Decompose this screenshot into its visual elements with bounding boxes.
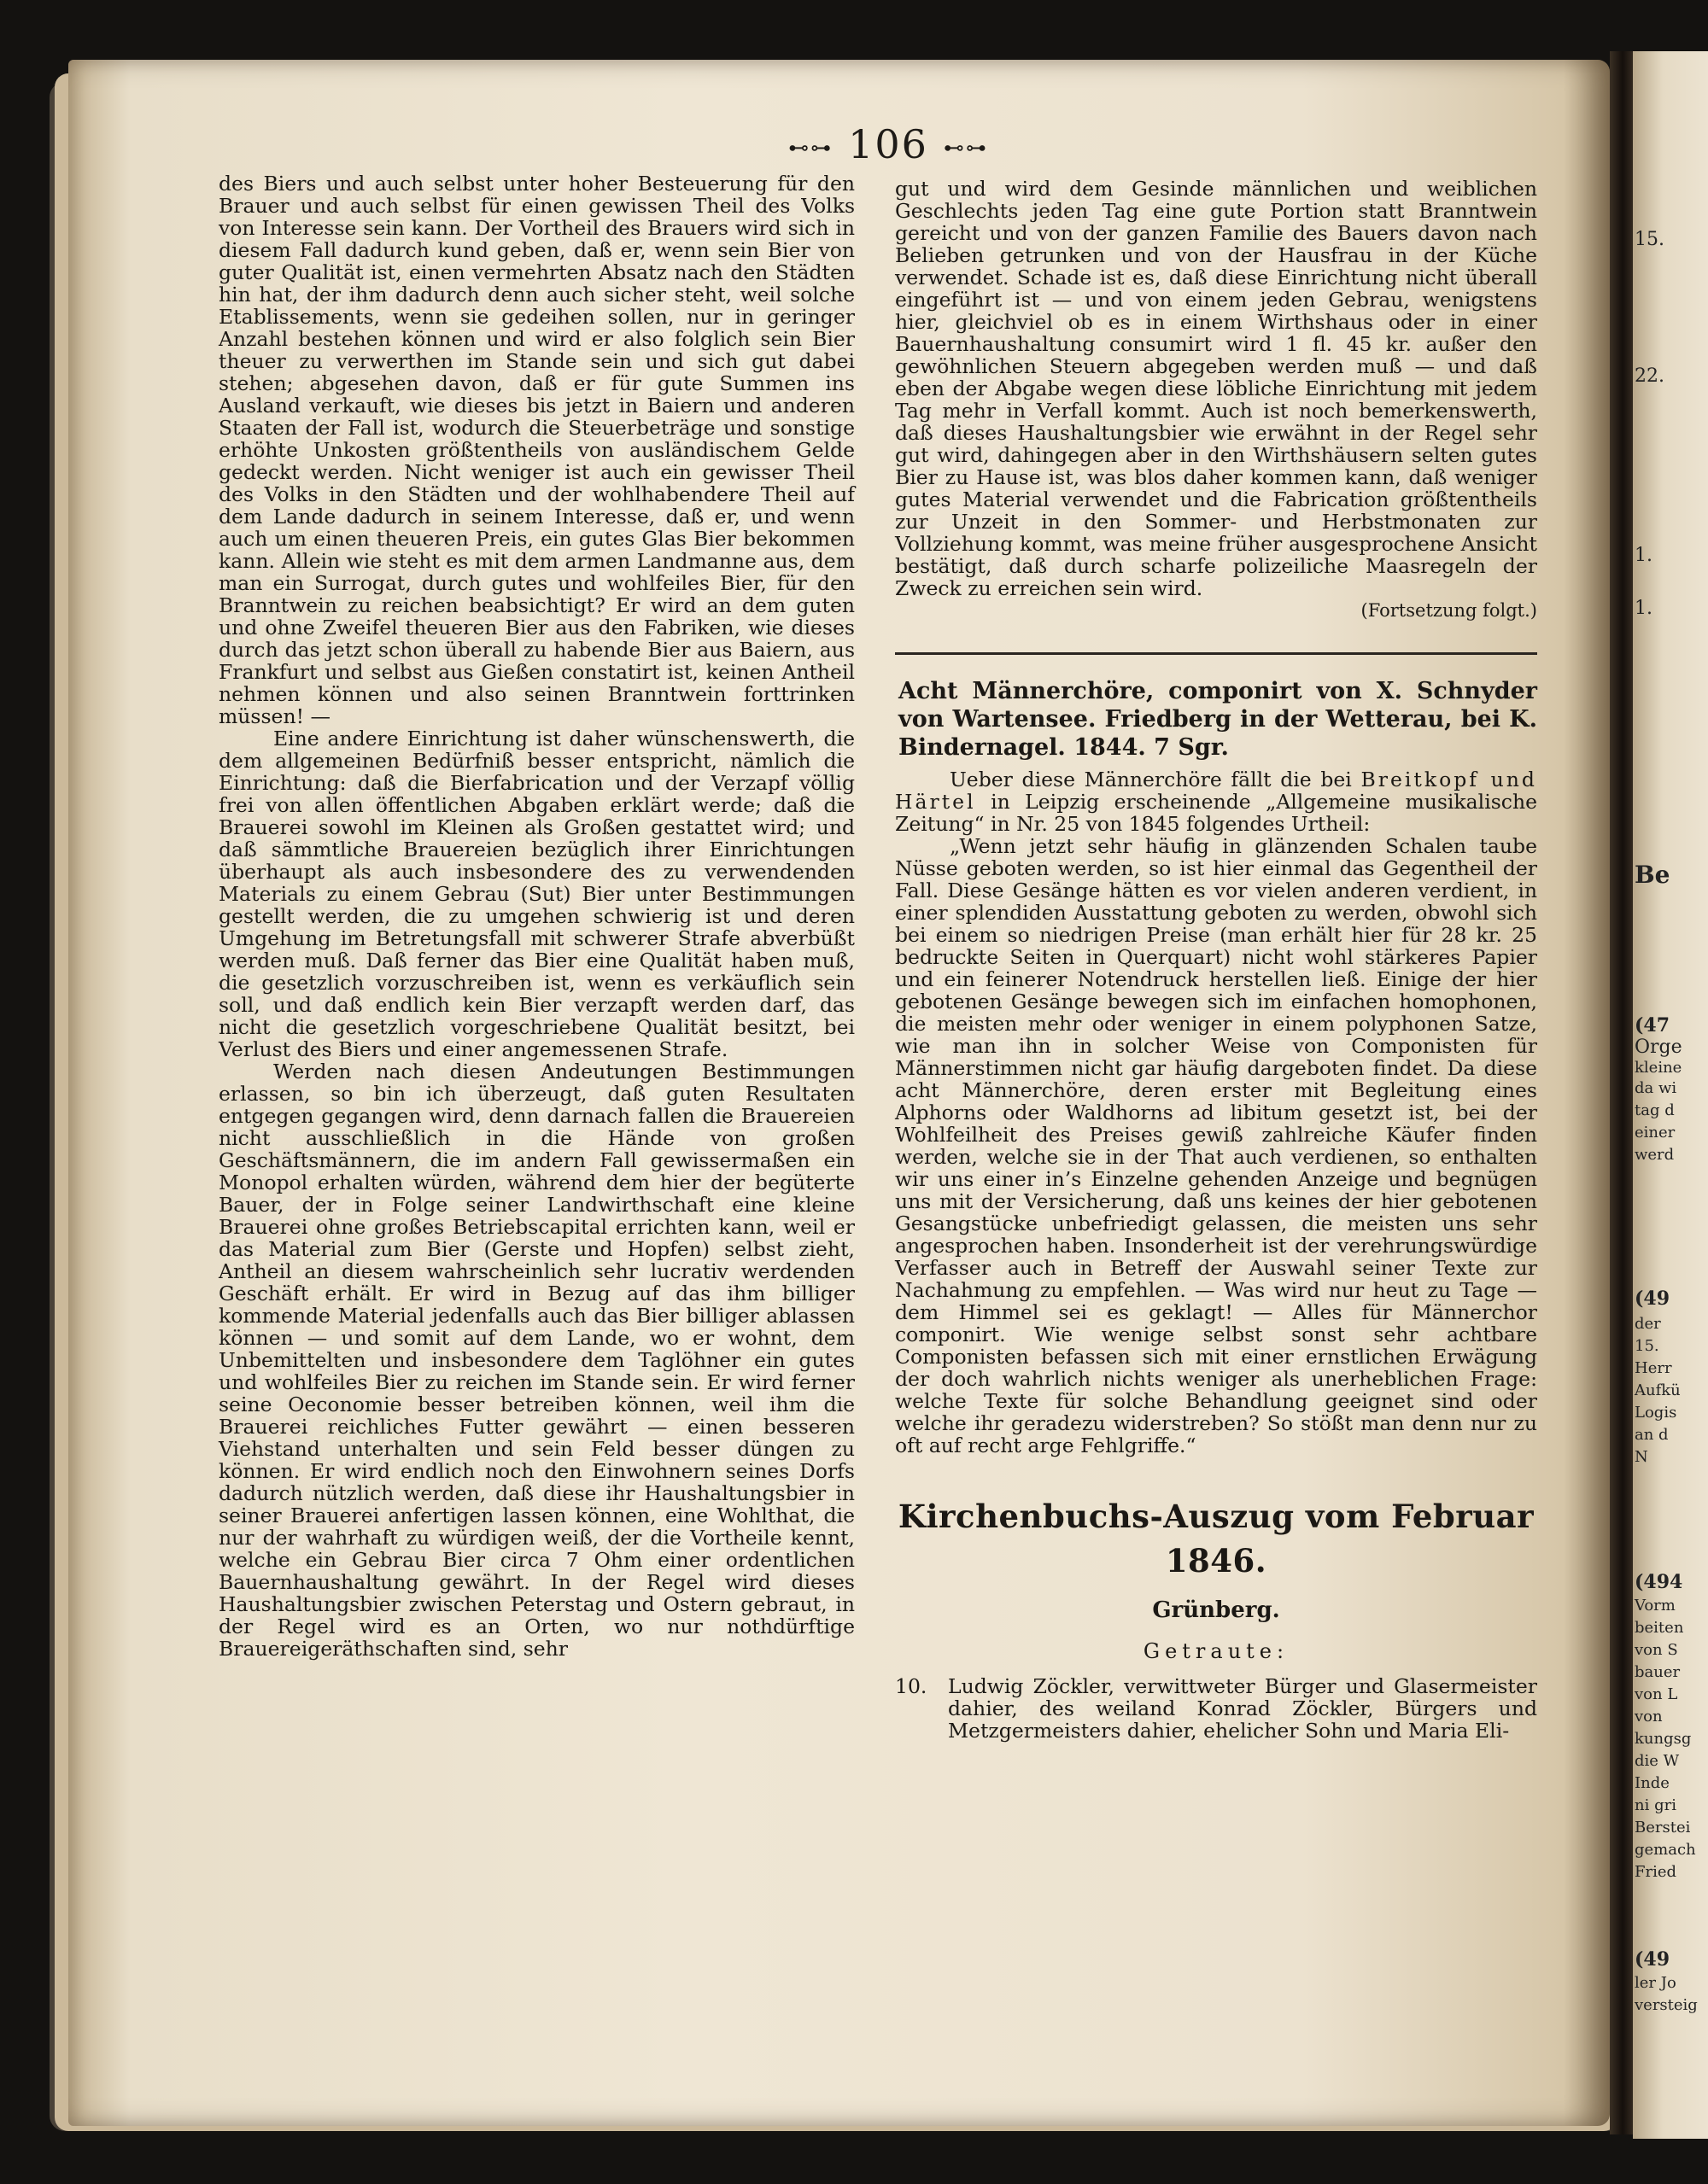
facing-fragment: Be (1635, 861, 1670, 889)
facing-fragment: von (1635, 1708, 1663, 1726)
left-paragraph-2: Eine andere Einrichtung ist daher wünschenswerth, die dem allgemeinen Bedürfniß besser entspricht, nämlich die Einrichtung: daß die Bierfabrication und der Verzapf völlig frei von allen öffentlichen Abgaben erklärt werde; daß die Brauerei sowohl im Kleinen als Großen gestattet wird; und daß sämmtliche Brauereien bezüglich ihrer Einrichtungen überhaupt als auch insbesondere des zu verwendenden Materials zu einem Gebrau (Sut) Bier unter Bestimmungen gestellt werden, die zu umgehen schwierig ist und deren Umgehung im Betretungsfall mit schwerer Strafe abverbüßt werden muß. Daß ferner das Bier eine Qualität haben muß, die gesetzlich vorzuschreiben ist, wenn es verkäuflich sein soll, und daß endlich kein Bier verzapft werden darf, das nicht die gesetzlich vorgeschriebene Qualität besitzt, bei Verlust des Biers und einer angemessenen Strafe. (219, 727, 855, 1061)
subsection-heading: Getraute: (1143, 1639, 1290, 1663)
facing-fragment: Inde (1635, 1774, 1670, 1792)
facing-fragment: bauer (1635, 1663, 1681, 1681)
facing-fragment: 1. (1635, 598, 1652, 619)
facing-page-fragment (1633, 51, 1708, 2139)
place-heading: Grünberg. (1152, 1597, 1280, 1623)
list-item (895, 1675, 1537, 1742)
facing-fragment: Logis (1635, 1404, 1677, 1422)
facing-fragment: 15. (1635, 1337, 1659, 1355)
section-title: Kirchenbuchs-Auszug vom Februar 1846. (898, 1498, 1535, 1580)
ornament-left-icon: ⊷⊶ (788, 136, 834, 160)
facing-fragment: von L (1635, 1685, 1678, 1703)
facing-fragment: kleine (1635, 1059, 1682, 1077)
section-divider (895, 652, 1537, 655)
facing-fragment: (49 (1635, 1288, 1670, 1310)
right-column (895, 178, 1537, 1742)
facing-fragment: werd (1635, 1146, 1675, 1164)
facing-fragment: beiten (1635, 1619, 1684, 1637)
facing-fragment: gemach (1635, 1841, 1696, 1859)
review-title: Acht Männerchöre, componirt von X. Schnyder von Wartensee. Friedberg in der Wetterau, bei K. Bindernagel. 1844. 7 Sgr. (898, 678, 1537, 761)
facing-fragment: ni gri (1635, 1796, 1676, 1814)
entry-text: Ludwig Zöckler, verwittweter Bürger und Glasermeister dahier, des weiland Konrad Zöckler, Bürgers und Metzgermeisters dahier, ehelicher Sohn und Maria Eli- (948, 1674, 1537, 1743)
book-gutter (1610, 51, 1635, 2134)
facing-fragment: Vorm (1635, 1597, 1676, 1615)
review-intro (895, 768, 1537, 835)
review-intro-a: Ueber diese Männerchöre fällt die bei (950, 768, 1352, 791)
left-paragraph-1: des Biers und auch selbst unter hoher Besteuerung für den Brauer und auch selbst für einen gewissen Theil des Volks von Interesse sein kann. Der Vortheil des Brauers wird sich in diesem Fall dadurch kund geben, daß er, wenn sein Bier von guter Qualität ist, einen vermehrten Absatz nach den Städten hin hat, der ihm dadurch denn auch sicher steht, weil solche Etablissements, wenn sie gedeihen sollen, nur in geringer Anzahl bestehen können und wird er also folglich sein Bier theuer zu verwerthen im Stande sein und sich gut dabei stehen; abgesehen davon, daß er für gute Summen ins Ausland verkauft, wie dieses bis jetzt in Baiern und anderen Staaten der Fall ist, wodurch die Steuerbeträge und sonstige erhöhte Unkosten größtentheils von ausländischem Gelde gedeckt werden. Nicht weniger ist auch ein gewisser Theil des Volks in den Städten und der wohlhabendere Theil auf dem Lande dadurch in seinem Interesse, daß er, und wenn auch um einen theueren Preis, ein gutes Glas Bier bekommen kann. Allein wie steht es mit dem armen Landmanne aus, dem man ein Surrogat, durch gutes und wohlfeiles Bier, für den Branntwein zu reichen beabsichtigt? Er wird an dem guten und ohne Zweifel theueren Bier aus den Fabriken, wie dieses durch das jetzt schon überall zu habende Bier aus Baiern, aus Frankfurt und selbst aus Gießen constatirt ist, keinen Antheil nehmen können und also seinen Branntwein forttrinken müssen! — (219, 172, 855, 728)
facing-fragment: die W (1635, 1752, 1680, 1770)
continuation-note: (Fortsetzung folgt.) (1360, 600, 1537, 621)
facing-fragment: Herr (1635, 1359, 1672, 1377)
facing-fragment: (49 (1635, 1948, 1670, 1971)
facing-fragment: einer (1635, 1124, 1676, 1142)
facing-fragment: Berstei (1635, 1819, 1691, 1837)
facing-fragment: versteig (1635, 1996, 1698, 2014)
facing-fragment: ler Jo (1635, 1974, 1676, 1992)
facing-fragment: Aufkü (1635, 1381, 1681, 1399)
left-paragraph-3: Werden nach diesen Andeutungen Bestimmungen erlassen, so bin ich überzeugt, daß guten Resultaten entgegen gegangen wird, denn darnach fallen die Brauereien nicht ausschließlich in die Hände von großen Geschäftsmännern, die im andern Fall gewissermaßen ein Monopol erhalten würden, während dem hier der begüterte Bauer, der in Folge seiner Landwirthschaft eine kleine Brauerei ohne großes Betriebscapital errichten kann, weil er das Material zum Bier (Gerste und Hopfen) selbst zieht, Antheil an diesem wahrscheinlich sehr lucrativ werdenden Geschäft erhält. Er wird in Bezug auf das ihm billiger kommende Material jedenfalls auch das Bier billiger ablassen können — und somit auf dem Lande, wo er wohnt, dem Unbemittelten und insbesondere dem Taglöhner ein gutes und wohlfeiles Bier zu reichen im Stande sein. Er wird ferner seine Oeconomie besser betreiben können, weil ihm die Brauerei reichliches Futter gewährt — einen besseren Viehstand unterhalten und sein Feld besser düngen zu können. Er wird endlich noch den Einwohnern seines Dorfs dadurch nützlich werden, daß diese ihr Haushaltungsbier in seiner Brauerei anfertigen lassen können, eine Wohlthat, die nur der wahrhaft zu würdigen weiß, der die Vortheile kennt, welche ein Gebrau Bier circa 7 Ohm einer ordentlichen Bauernhaushaltung gewährt. In der Regel wird dieses Haushaltungsbier zwischen Peterstag und Ostern gebraut, in der Regel wird es an Orten, wo nur nothdürftige Brauereigeräthschaften sind, sehr (219, 1060, 855, 1661)
review-intro-c: in Leipzig erscheinende „Allgemeine musikalische Zeitung“ in Nr. 25 von 1845 folgendes Urtheil: (895, 790, 1537, 836)
publisher-name: Breitkopf und Härtel (895, 768, 1537, 814)
facing-fragment: an d (1635, 1426, 1669, 1444)
facing-fragment: von S (1635, 1641, 1678, 1659)
right-paragraph-1: gut und wird dem Gesinde männlichen und weiblichen Geschlechts jeden Tag eine gute Portion statt Branntwein gereicht und von der ganzen Familie des Bauers davon nach Belieben getrunken und von der Hausfrau in der Küche verwendet. Schade ist es, daß diese Einrichtung nicht überall eingeführt ist — und von einem jeden Gebrau, wenigstens hier, gleichviel ob es in einem Wirthshaus oder in einer Bauernhaushaltung consumirt wird 1 fl. 45 kr. außer den gewöhnlichen Steuern abgegeben werden muß — und daß eben der Abgabe wegen diese löbliche Einrichtung mit jedem Tag mehr in Verfall kommt. Auch ist noch bemerkenswerth, daß dieses Haushaltungsbier wie erwähnt in der Regel sehr gut wird, dahingegen aber in den Wirthshäusern selten gutes Bier zu Hause ist, was blos daher kommen kann, daß weniger gutes Material verwendet und die Fabrication größtentheils zur Unzeit in den Sommer- und Herbstmonaten zur Vollziehung kommt, was meine früher ausgesprochene Ansicht bestätigt, daß durch scharfe polizeiliche Maasregeln der Zweck zu erreichen sein wird. (895, 177, 1537, 600)
facing-fragment: kungsg (1635, 1730, 1692, 1748)
facing-fragment: Orge (1635, 1037, 1682, 1058)
review-quote: „Wenn jetzt sehr häufig in glänzenden Schalen taube Nüsse geboten werden, so ist hier einmal das Gegentheil der Fall. Diese Gesänge hätten es vor vielen anderen verdient, in einer splendiden Ausstattung geboten zu werden, obwohl sich bei einem so niedrigen Preise (man erhält hier für 28 kr. 25 bedruckte Seiten in Querquart) nicht wohl stärkeres Papier und ein feinerer Notendruck herstellen ließ. Einige der hier gebotenen Gesänge bewegen sich im einfachen homophonen, die meisten mehr oder weniger in einem polyphonen Satze, wie man ihn in solcher Weise von Componisten für Männerstimmen nicht gar häufig dargeboten findet. Da diese acht Männerchöre, deren erster mit Begleitung eines Alphorns oder Waldhorns ad libitum gesetzt ist, bei der Wohlfeilheit des Preises gewiß zahlreiche Käufer finden werden, welche sie in der That auch verdienen, so enthalten wir uns einer in’s Einzelne gehenden Anzeige und begnügen uns mit der Versicherung, daß uns keines der hier gebotenen Gesangstücke unbefriedigt gelassen, die meisten uns sehr angesprochen haben. Insonderheit ist der verehrungswürdige Verfasser auch in Betreff der Auswahl seiner Texte zur Nachahmung zu empfehlen. — Was wird nur heut zu Tage — dem Himmel sei es geklagt! — Alles für Männerchor componirt. Wie wenige selbst sonst sehr achtbare Componisten befassen sich mit einer ernstlichen Erwägung der doch wahrlich nichts weniger als unerheblichen Frage: welche Texte für solche Behandlung geeignet sind oder welche ihr geradezu widerstreben? So stößt man denn nur zu oft auf recht arge Fehlgriffe.“ (895, 834, 1537, 1457)
facing-fragment: (494 (1635, 1571, 1683, 1593)
facing-fragment: 1. (1635, 545, 1652, 566)
facing-fragment: der (1635, 1315, 1661, 1333)
facing-fragment: N (1635, 1448, 1648, 1466)
page-number: 106 (848, 121, 928, 167)
facing-fragment: da wi (1635, 1079, 1677, 1097)
ornament-right-icon: ⊷⊶ (943, 136, 988, 160)
facing-fragment: 22. (1635, 365, 1664, 387)
left-column (219, 172, 855, 1660)
entry-number: 10. (895, 1674, 927, 1698)
facing-fragment: tag d (1635, 1101, 1675, 1119)
page-header (769, 121, 1008, 167)
facing-fragment: (47 (1635, 1014, 1670, 1037)
facing-fragment: Fried (1635, 1863, 1677, 1881)
facing-fragment: 15. (1635, 229, 1664, 250)
